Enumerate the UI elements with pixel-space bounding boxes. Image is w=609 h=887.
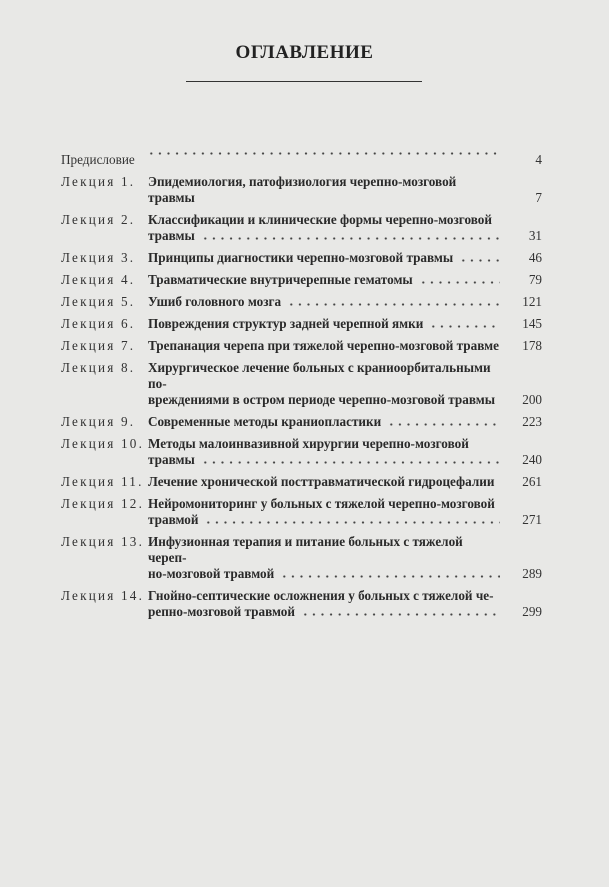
toc-entry[interactable]	[61, 496, 542, 528]
entry-title-line: Методы малоинвазивной хирургии черепно-мозговой	[148, 436, 469, 451]
entry-title-line: Классификации и клинические формы черепно-мозговой	[148, 212, 492, 227]
page-number: 4	[535, 152, 542, 167]
dot-leader	[280, 575, 500, 578]
entry-title-line: но-мозговой травмой	[148, 566, 275, 581]
toc-entry[interactable]	[61, 152, 542, 168]
entry-title-line: Травматические внутричерепные гематомы	[148, 272, 413, 287]
entry-label: Лекция 9.	[61, 414, 136, 429]
entry-title-line: Гнойно-септические осложнения у больных с тяжелой че-	[148, 588, 494, 603]
entry-title-line: травмой	[148, 512, 199, 527]
toc-entry[interactable]	[61, 588, 542, 620]
entry-label: Лекция 2.	[61, 212, 136, 227]
toc-entry[interactable]	[61, 436, 542, 468]
title-underline	[186, 81, 422, 82]
entry-label: Лекция 11.	[61, 474, 144, 489]
page-number: 240	[522, 452, 542, 467]
dot-leader	[429, 325, 500, 328]
entry-label: Лекция 1.	[61, 174, 136, 189]
entry-title-line: Трепанация черепа при тяжелой черепно-мозговой травме	[148, 338, 499, 353]
entry-label: Лекция 8.	[61, 360, 136, 375]
entry-title-line: Ушиб головного мозга	[148, 294, 282, 309]
entry-title-line: Повреждения структур задней черепной ямки	[148, 316, 424, 331]
entry-title-line: травмы	[148, 228, 195, 243]
entry-title-line: вреждениями в остром периоде черепно-мозговой травмы	[148, 392, 496, 407]
toc-entry[interactable]	[61, 272, 542, 288]
dot-leader	[301, 613, 500, 616]
toc-entry[interactable]	[61, 338, 542, 354]
entry-title-line: Современные методы краниопластики	[148, 414, 382, 429]
page-title: ОГЛАВЛЕНИЕ	[235, 42, 374, 63]
page-number: 145	[522, 316, 542, 331]
page-number: 7	[535, 190, 542, 205]
toc-entry[interactable]	[61, 250, 542, 266]
entry-label: Лекция 7.	[61, 338, 136, 353]
entry-title-line: Инфузионная терапия и питание больных с тяжелой череп-	[148, 534, 463, 565]
entry-label: Лекция 3.	[61, 250, 136, 265]
page-number: 289	[522, 566, 542, 581]
entry-title-line: Эпидемиология, патофизиология черепно-мозговой травмы	[148, 174, 457, 205]
entry-label: Лекция 13.	[61, 534, 145, 549]
dot-leader	[387, 423, 500, 426]
entry-label: Лекция 14.	[61, 588, 145, 603]
toc-entry[interactable]	[61, 316, 542, 332]
dot-leader	[204, 521, 500, 524]
page-number: 121	[522, 294, 542, 309]
table-of-contents	[61, 152, 542, 626]
entry-label: Лекция 10.	[61, 436, 145, 451]
toc-entry[interactable]	[61, 534, 542, 582]
toc-entry[interactable]	[61, 212, 542, 244]
toc-entry[interactable]	[61, 174, 542, 206]
toc-entry[interactable]	[61, 474, 542, 490]
entry-label: Предисловие	[61, 152, 135, 167]
entry-label: Лекция 12.	[61, 496, 145, 511]
page-number: 46	[528, 250, 542, 265]
entry-title-line: Хирургическое лечение больных с краниоорбитальными по-	[148, 360, 491, 391]
page-number: 271	[522, 512, 542, 527]
dot-leader	[459, 259, 500, 262]
page-number: 223	[522, 414, 542, 429]
page-number: 79	[528, 272, 542, 287]
dot-leader	[419, 281, 500, 284]
entry-title-line: Нейромониторинг у больных с тяжелой черепно-мозговой	[148, 496, 495, 511]
toc-entry[interactable]	[61, 360, 542, 408]
entry-title-line: травмы	[148, 452, 195, 467]
dot-leader	[201, 461, 500, 464]
page-number: 261	[522, 474, 542, 489]
dot-leader	[147, 152, 500, 155]
toc-entry[interactable]	[61, 414, 542, 430]
page-number: 31	[528, 228, 542, 243]
entry-title-line: Принципы диагностики черепно-мозговой травмы	[148, 250, 454, 265]
dot-leader	[287, 303, 500, 306]
entry-label: Лекция 4.	[61, 272, 136, 287]
dot-leader	[201, 237, 500, 240]
page-number: 299	[522, 604, 542, 619]
page-number: 178	[522, 338, 542, 353]
entry-title-line: репно-мозговой травмой	[148, 604, 295, 619]
entry-title-line: Лечение хронической посттравматической гидроцефалии	[148, 474, 495, 489]
page-number: 200	[522, 392, 542, 407]
entry-label: Лекция 6.	[61, 316, 136, 331]
entry-label: Лекция 5.	[61, 294, 136, 309]
toc-entry[interactable]	[61, 294, 542, 310]
